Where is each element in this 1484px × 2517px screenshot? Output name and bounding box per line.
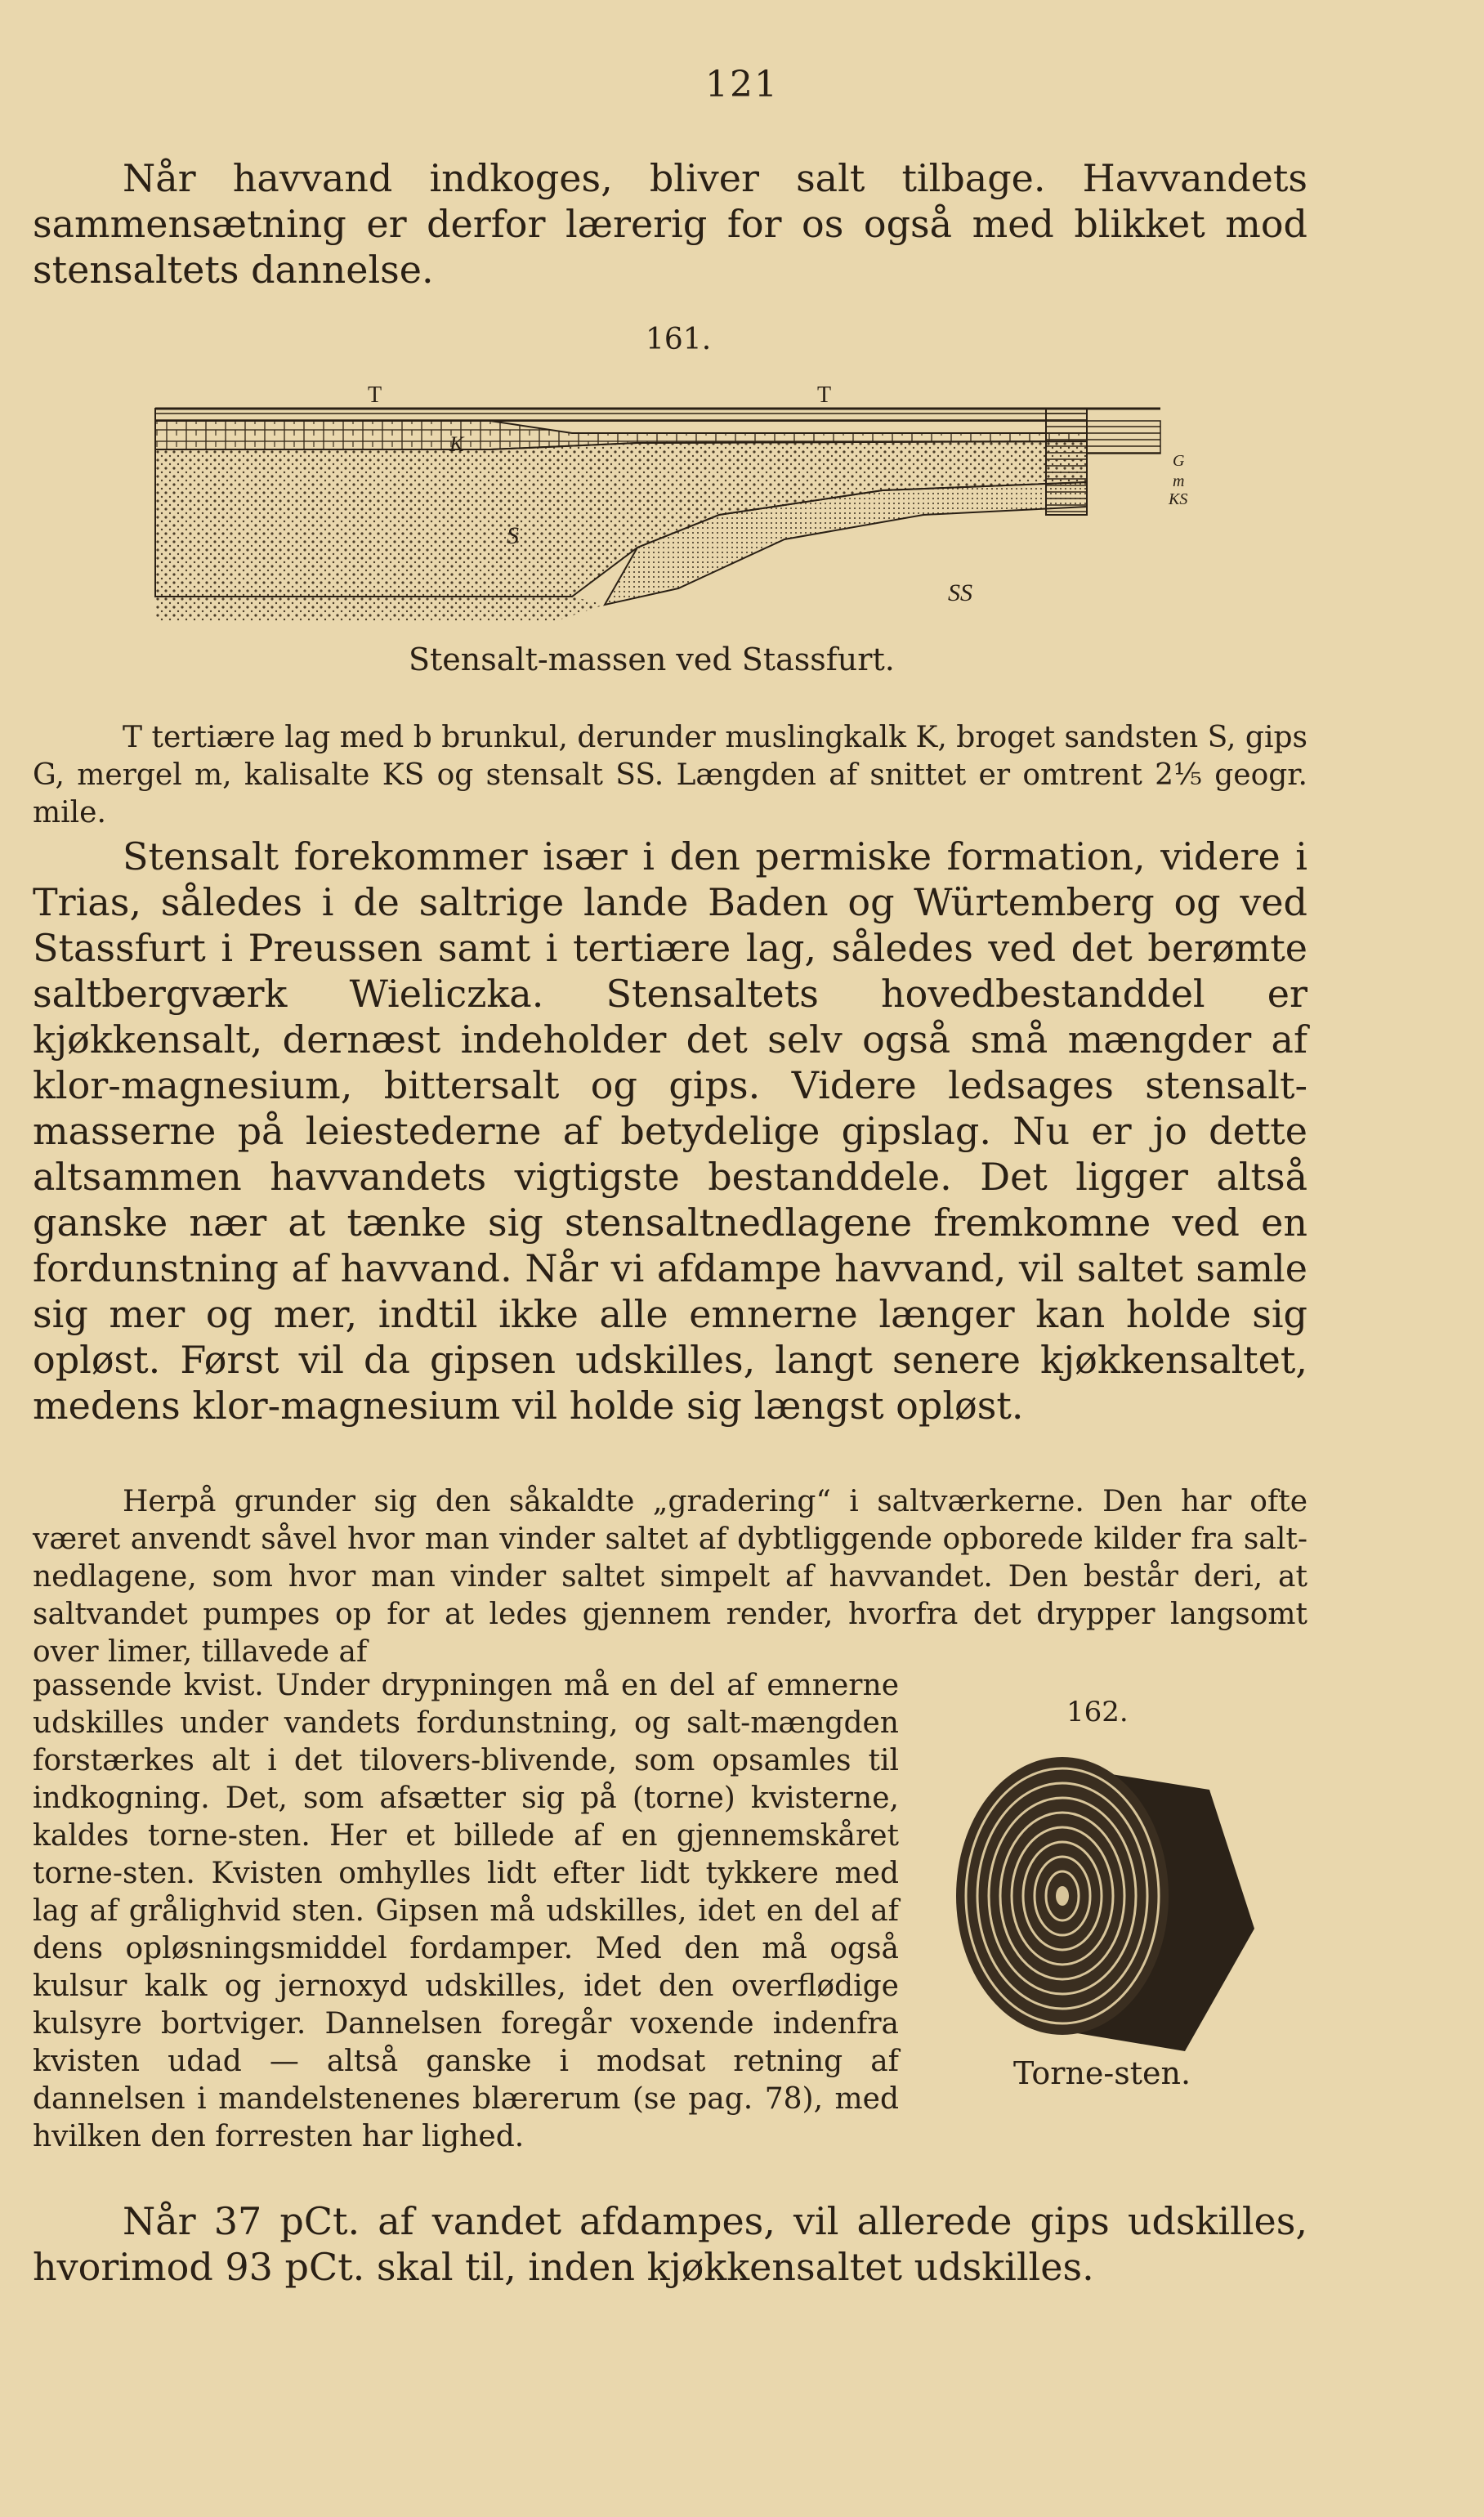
figure-162-torne-sten	[940, 1732, 1267, 2059]
figure-161-caption: Stensalt-massen ved Stassfurt.	[409, 642, 895, 677]
intro-paragraph: Når havvand indkoges, bliver salt tilbage. Havvandets sammensætning er derfor lærerig for os også med blikket mod stensaltets dannelse.	[33, 156, 1307, 292]
main-paragraph: Stensalt forekommer især i den permiske formation, videre i Trias, således i de saltrige lande Baden og Würtemberg og ved Stassfurt i Preussen samt i tertiære lag, således ved det berømte saltbergværk Wieliczka. Stensaltets hovedbestanddel er kjøkkensalt, dernæst indeholder det selv også små mængder af klor-magnesium, bittersalt og gips. Videre ledsages stensalt-masserne på leiestederne af betydelige gipslag. Nu er jo dette altsammen havvandets vigtigste bestanddele. Det ligger altså ganske nær at tænke sig stensaltnedlagene fremkomne ved en fordunstning af havvand. Når vi afdampe havvand, vil saltet samle sig mer og mer, indtil ikke alle emnerne længer kan holde sig opløst. Først vil da gipsen udskilles, langt senere kjøkkensaltet, medens klor-magnesium vil holde sig længst opløst.	[33, 834, 1307, 1428]
label-s: S	[507, 522, 519, 549]
label-ks: KS	[1169, 490, 1188, 508]
stratigraphy-diagram	[147, 384, 1226, 629]
page-number: 121	[705, 64, 779, 105]
figure-161-number: 161.	[646, 323, 712, 356]
label-t-right: T	[817, 384, 832, 408]
torne-sten-image	[940, 1732, 1267, 2059]
figure-162-number: 162.	[1066, 1696, 1129, 1728]
label-g: G	[1173, 452, 1185, 470]
final-paragraph: Når 37 pCt. af vandet afdampes, vil allerede gips udskilles, hvorimod 93 pCt. skal til, inden kjøkkensaltet udskilles.	[33, 2199, 1307, 2289]
label-t-left: T	[368, 384, 382, 408]
figure-161-cross-section	[147, 384, 1226, 629]
label-ss: SS	[948, 579, 972, 606]
label-k: K	[449, 432, 464, 456]
gradering-paragraph-side: passende kvist. Under drypningen må en del af emnerne udskilles under vandets fordunstning, og salt-mængden forstærkes alt i det tilovers-blivende, som opsamles til indkogning. Det, som afsætter sig på (torne) kvisterne, kaldes torne-sten. Her et billede af en gjennemskåret torne-sten. Kvisten omhylles lidt efter lidt tykkere med lag af grålighvid sten. Gipsen må udskilles, idet en del af dens opløsningsmiddel fordamper. Med den må også kulsur kalk og jernoxyd udskilles, idet den overflødige kulsyre bortviger. Dannelsen foregår voxende indenfra kvisten udad — altså ganske i modsat retning af dannelsen i mandelstenenes blærerum (se pag. 78), med hvilken den forresten har lighed.	[33, 1669, 899, 2153]
figure-162-caption: Torne-sten.	[1013, 2055, 1191, 2091]
figure-161-legend: T tertiære lag med b brunkul, derunder muslingkalk K, broget sandsten S, gips G, mergel m, kalisalte KS og stensalt SS. Længden af snittet er omtrent 2⅕ geogr. mile.	[33, 721, 1307, 829]
label-m: m	[1173, 472, 1185, 490]
gradering-paragraph-top: Herpå grunder sig den såkaldte „gradering“ i saltværkerne. Den har ofte været anvendt såvel hvor man vinder saltet af dybtliggende opborede kilder fra salt-nedlagene, som hvor man vinder saltet simpelt af havvandet. Den består deri, at saltvandet pumpes op for at ledes gjennem render, hvorfra det drypper langsomt over limer, tillavede af	[33, 1485, 1307, 1669]
